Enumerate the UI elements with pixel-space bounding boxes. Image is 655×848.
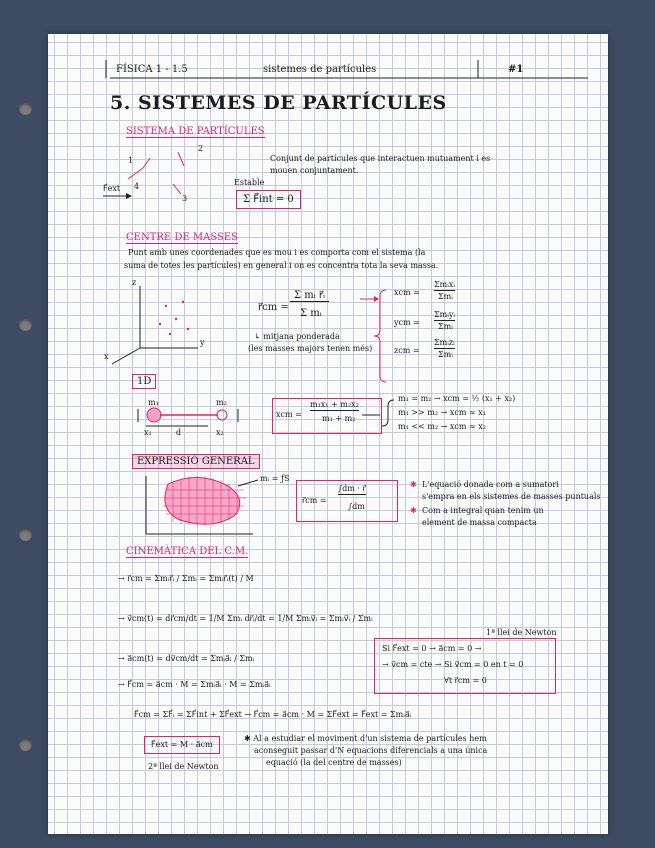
binder-hole [19, 318, 32, 331]
mass-density-label: mᵢ = ƒS [260, 474, 290, 483]
newton-law-label: 2ª llei de Newton [148, 762, 219, 771]
fraction-denominator: Σ mᵢ [300, 308, 322, 319]
fraction-denominator: Σmᵢ [438, 322, 453, 331]
distance-label: d [176, 428, 182, 437]
section-heading: SISTEMA DE PARTÍCULES [126, 126, 265, 137]
conclusion-text: ✱ Al a estudiar el moviment d'un sistema de partícules hem [244, 734, 487, 743]
fraction-denominator: Σmᵢ [438, 350, 453, 359]
kinematics-equation: → F⃗cm = a⃗cm · M = Σmᵢa⃗ᵢ · M = Σmᵢa⃗ᵢ [118, 680, 271, 689]
case-text: m₁ = m₂ → xcm = ½ (x₁ + x₂) [398, 394, 516, 403]
fraction-numerator: Σ mᵢ r⃗ᵢ [290, 290, 329, 302]
section-heading: CENTRE DE MASSES [126, 232, 239, 243]
binder-hole [19, 528, 32, 541]
definition-text: mouen conjuntament. [270, 166, 359, 175]
kinematics-equation: F⃗cm = ΣF⃗ᵢ = ΣF⃗int + ΣF⃗ext → F⃗cm = a⃗cm · M = ΣF⃗ext = F⃗ext = Σmᵢa⃗ᵢ [134, 710, 412, 719]
mass-label: m₂ [216, 398, 227, 407]
fraction-numerator: ∫dm · r⃗ [338, 484, 366, 493]
definition-text: Punt amb unes coordenades que es mou i es comporta com el sistema (la [128, 248, 426, 257]
conclusion-text: aconseguit passar d'N equacions diferencials a una única [254, 746, 488, 755]
note-text: element de massa compacta [422, 518, 537, 527]
fraction-numerator: Σmᵢyᵢ [434, 310, 455, 319]
box-line: ∀t r⃗cm = 0 [444, 676, 487, 685]
kinematics-equation: → r⃗cm = Σmᵢr⃗ᵢ / Σmᵢ = Σmᵢr⃗ᵢ(t) / M [118, 574, 254, 583]
conclusion-text: equació (la del centre de masses) [266, 758, 402, 767]
note-text: L'equació donada com a sumatori [422, 480, 559, 489]
note-text: s'empra en els sistemes de masses puntuals [422, 492, 601, 501]
newton-second-law-box: F⃗ext = M · a⃗cm [144, 736, 220, 754]
note-text: Com a integral quan tenim un [422, 506, 544, 515]
binder-hole [19, 738, 32, 751]
definition-text: Conjunt de partícules que interactuen mutuament i es [270, 154, 491, 163]
point-label: 4 [134, 182, 140, 191]
rcm-label: r⃗cm = [258, 302, 289, 313]
case-text: m₁ >> m₂ → xcm ≈ x₁ [398, 408, 486, 417]
fext-label: F⃗ext [103, 184, 121, 193]
fraction-denominator: ∫dm [348, 502, 365, 511]
axis-label: x [104, 352, 109, 361]
case-text: m₁ << m₂ → xcm ≈ x₂ [398, 422, 486, 431]
note-text: ↳ mitjana ponderada [254, 332, 340, 341]
newton-law-label: 1ª llei de Newton [486, 628, 557, 637]
stable-label: Estable [234, 178, 265, 187]
point-label: 1 [128, 156, 134, 165]
component-label: zcm = [394, 346, 420, 355]
header-right: #1 [508, 64, 524, 75]
component-label: xcm = [394, 288, 420, 297]
header-center: sistemes de partícules [263, 64, 377, 75]
component-label: ycm = [394, 318, 420, 327]
definition-text: suma de totes les partícules) en general i on es concentra tota la seva massa. [124, 261, 439, 270]
fraction-numerator: Σmᵢxᵢ [434, 280, 455, 289]
binder-hole [19, 102, 32, 115]
axis-label: z [132, 278, 137, 287]
box-line: Si F⃗ext = 0 → a⃗cm = 0 → [382, 644, 482, 653]
point-label: 3 [182, 194, 188, 203]
fraction-denominator: Σmᵢ [438, 292, 453, 301]
xcm-label: xcm = [276, 410, 302, 419]
page-title: 5. SISTEMES DE PARTÍCULES [110, 92, 447, 114]
box-line: → v⃗cm = cte → Si v⃗cm = 0 en t = 0 [382, 660, 524, 669]
note-star: ✱ [410, 506, 417, 515]
note-text: (les masses majors tenen més) [248, 344, 373, 353]
fraction-numerator: Σmᵢzᵢ [434, 338, 455, 347]
axis-label: y [200, 338, 205, 347]
point-label: 2 [198, 144, 204, 153]
fraction-numerator: m₁x₁ + m₂x₂ [310, 400, 359, 409]
header-left: FÍSICA 1 - 1.5 [116, 64, 188, 75]
section-heading: EXPRESSIÓ GENERAL [132, 454, 260, 469]
rcm-label: r⃗cm = [302, 496, 327, 505]
kinematics-equation: → a⃗cm(t) = dv⃗cm/dt = Σmᵢa⃗ᵢ / Σmᵢ [118, 654, 255, 663]
section-heading: CINEMÀTICA DEL C.M. [126, 546, 249, 557]
kinematics-equation: → v⃗cm(t) = dr⃗cm/dt = 1/M Σmᵢ dr⃗ᵢ/dt = 1/M Σmᵢv⃗ᵢ = Σmᵢv⃗ᵢ / Σmᵢ [118, 614, 373, 623]
notebook-page [48, 34, 608, 834]
note-star: ✱ [410, 480, 417, 489]
position-label: x₁ [144, 428, 152, 437]
mass-label: m₁ [148, 398, 159, 407]
position-label: x₂ [216, 428, 224, 437]
fraction-denominator: m₁ + m₂ [322, 414, 356, 423]
formula-box: Σ F⃗int = 0 [236, 190, 301, 209]
1d-label: 1D [132, 374, 156, 389]
